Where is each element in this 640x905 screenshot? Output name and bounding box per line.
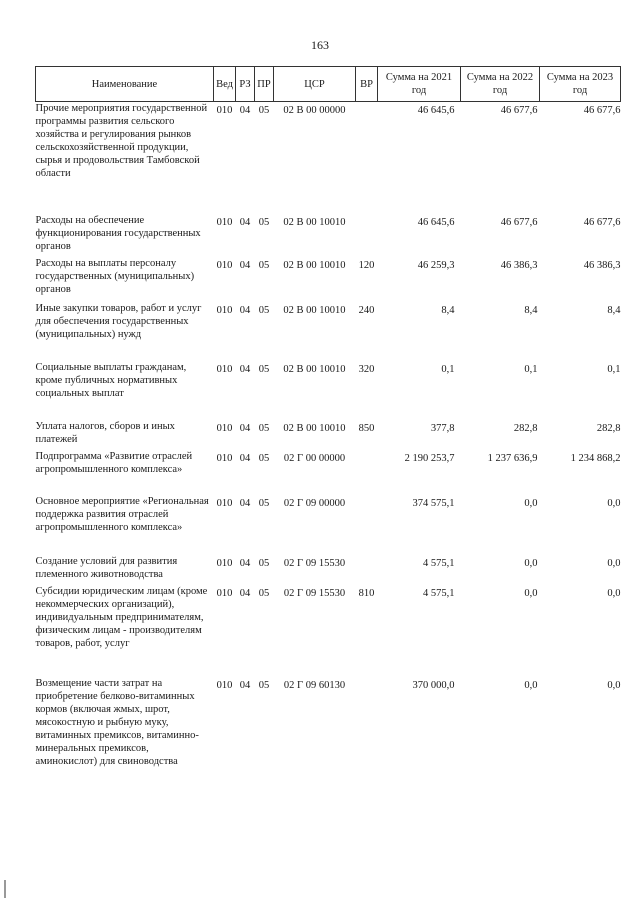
header-name: Наименование (36, 67, 214, 102)
table-row (36, 450, 621, 495)
row-name: Уплата налогов, сборов и иных платежей (35, 420, 175, 445)
header-ved: Вед (214, 67, 236, 102)
row-name: Субсидии юридическим лицам (кроме некоммерческих организаций), индивидуальным предпринимателям, физическим лицам - производителям товаров, работ, услуг (35, 585, 208, 649)
table-row (36, 555, 621, 585)
row-sum-2022: 0,1 (524, 363, 538, 375)
row-name: Прочие мероприятия государственной программы развития сельского хозяйства и регулирования рынков сельскохозяйственной продукции, сырья и продовольствия Тамбовской области (35, 103, 208, 179)
row-sum-2023: 46 386,3 (583, 259, 621, 271)
row-ved: 010 (216, 497, 233, 509)
row-sum-2023: 46 677,6 (583, 216, 621, 228)
row-csr: 02 Г 09 15530 (283, 587, 346, 599)
table-row (36, 361, 621, 420)
row-sum-2023: 0,0 (607, 679, 621, 691)
row-vr (356, 214, 378, 257)
table-row (36, 677, 621, 787)
row-csr: 02 Г 09 15530 (283, 557, 346, 569)
table-row (36, 585, 621, 677)
row-sum-2022: 46 386,3 (500, 259, 538, 271)
row-sum-2021: 377,8 (430, 422, 455, 434)
row-rz: 04 (239, 497, 251, 509)
row-name: Создание условий для развития племенного животноводства (35, 555, 178, 580)
row-sum-2022: 0,0 (524, 557, 538, 569)
row-vr: 850 (358, 422, 375, 434)
row-sum-2022: 0,0 (524, 679, 538, 691)
row-csr: 02 В 00 10010 (283, 422, 346, 434)
row-sum-2023: 46 677,6 (583, 105, 621, 116)
row-csr: 02 В 00 10010 (283, 259, 346, 271)
row-sum-2021: 4 575,1 (423, 587, 455, 599)
row-sum-2021: 46 645,6 (417, 216, 455, 228)
row-sum-2021: 0,1 (441, 363, 455, 375)
row-csr: 02 Г 09 00000 (283, 497, 346, 509)
row-sum-2021: 46 645,6 (417, 105, 455, 116)
header-sum-2021: Сумма на 2021 год (378, 67, 461, 102)
row-ved: 010 (216, 105, 233, 116)
row-vr: 120 (358, 259, 375, 271)
page-number: 163 (311, 38, 329, 52)
row-rz: 04 (239, 363, 251, 375)
row-rz: 04 (239, 452, 251, 464)
table-row (36, 302, 621, 361)
row-sum-2022: 0,0 (524, 497, 538, 509)
header-sum-2022: Сумма на 2022 год (461, 67, 540, 102)
row-csr: 02 Г 00 00000 (283, 452, 346, 464)
row-rz: 04 (239, 304, 251, 316)
row-pr: 05 (258, 363, 270, 375)
row-sum-2021: 46 259,3 (417, 259, 455, 271)
row-pr: 05 (258, 422, 270, 434)
row-name: Расходы на обеспечение функционирования государственных органов (35, 214, 201, 252)
table-row (36, 495, 621, 555)
row-csr: 02 В 00 00000 (283, 105, 346, 116)
row-sum-2021: 8,4 (441, 304, 455, 316)
row-ved: 010 (216, 452, 233, 464)
header-csr: ЦСР (274, 67, 356, 102)
row-pr: 05 (258, 259, 270, 271)
row-pr: 05 (258, 587, 270, 599)
row-rz: 04 (239, 679, 251, 691)
row-csr: 02 В 00 10010 (283, 304, 346, 316)
row-pr: 05 (258, 679, 270, 691)
row-ved: 010 (216, 259, 233, 271)
row-sum-2023: 0,1 (607, 363, 621, 375)
row-vr (356, 102, 378, 214)
row-rz: 04 (239, 557, 251, 569)
row-csr: 02 В 00 10010 (283, 216, 346, 228)
header-vr: ВР (356, 67, 378, 102)
row-pr: 05 (258, 557, 270, 569)
row-pr: 05 (258, 105, 270, 116)
row-name: Основное мероприятие «Региональная поддержка развития отраслей агропромышленного комплекса» (35, 495, 209, 533)
row-sum-2022: 8,4 (524, 304, 538, 316)
row-vr (356, 677, 378, 787)
row-vr (356, 555, 378, 585)
header-pr: ПР (255, 67, 274, 102)
row-rz: 04 (239, 259, 251, 271)
row-vr (356, 450, 378, 495)
row-sum-2022: 0,0 (524, 587, 538, 599)
header-sum-2023: Сумма на 2023 год (540, 67, 621, 102)
row-ved: 010 (216, 587, 233, 599)
row-rz: 04 (239, 587, 251, 599)
table-row (36, 420, 621, 450)
row-ved: 010 (216, 422, 233, 434)
table-row (36, 102, 621, 214)
row-csr: 02 Г 09 60130 (283, 679, 346, 691)
budget-table (35, 66, 621, 787)
row-sum-2023: 0,0 (607, 497, 621, 509)
row-name: Возмещение части затрат на приобретение белково-витаминных кормов (включая жмых, шрот, мясокостную и рыбную муку, витаминных премиксов, витаминно-минеральных премиксов, аминокислот) для свиноводства (35, 677, 199, 767)
row-ved: 010 (216, 557, 233, 569)
table-row (36, 214, 621, 257)
row-sum-2022: 1 237 636,9 (487, 452, 538, 464)
row-sum-2021: 4 575,1 (423, 557, 455, 569)
row-vr: 810 (358, 587, 375, 599)
row-vr: 240 (358, 304, 375, 316)
row-sum-2023: 8,4 (607, 304, 621, 316)
row-sum-2023: 0,0 (607, 557, 621, 569)
row-name: Иные закупки товаров, работ и услуг для обеспечения государственных (муниципальных) нужд (35, 302, 202, 340)
row-name: Социальные выплаты гражданам, кроме публичных нормативных социальных выплат (35, 361, 187, 399)
row-pr: 05 (258, 497, 270, 509)
row-sum-2022: 46 677,6 (500, 216, 538, 228)
row-vr: 320 (358, 363, 375, 375)
row-name: Расходы на выплаты персоналу государственных (муниципальных) органов (35, 257, 195, 295)
row-pr: 05 (258, 216, 270, 228)
table-body (36, 102, 621, 787)
row-name: Подпрограмма «Развитие отраслей агропромышленного комплекса» (35, 450, 193, 475)
row-pr: 05 (258, 452, 270, 464)
row-sum-2021: 374 575,1 (412, 497, 455, 509)
table-row (36, 257, 621, 302)
header-rz: РЗ (236, 67, 255, 102)
row-ved: 010 (216, 216, 233, 228)
row-sum-2022: 282,8 (513, 422, 538, 434)
row-ved: 010 (216, 679, 233, 691)
row-sum-2022: 46 677,6 (500, 105, 538, 116)
row-sum-2021: 370 000,0 (412, 679, 455, 691)
row-rz: 04 (239, 105, 251, 116)
table-header (36, 67, 621, 102)
edge-mark (4, 880, 6, 898)
row-sum-2023: 282,8 (596, 422, 621, 434)
row-rz: 04 (239, 422, 251, 434)
row-ved: 010 (216, 363, 233, 375)
row-vr (356, 495, 378, 555)
row-sum-2023: 0,0 (607, 587, 621, 599)
row-rz: 04 (239, 216, 251, 228)
row-ved: 010 (216, 304, 233, 316)
row-pr: 05 (258, 304, 270, 316)
row-csr: 02 В 00 10010 (283, 363, 346, 375)
row-sum-2021: 2 190 253,7 (404, 452, 455, 464)
row-sum-2023: 1 234 868,2 (570, 452, 621, 464)
